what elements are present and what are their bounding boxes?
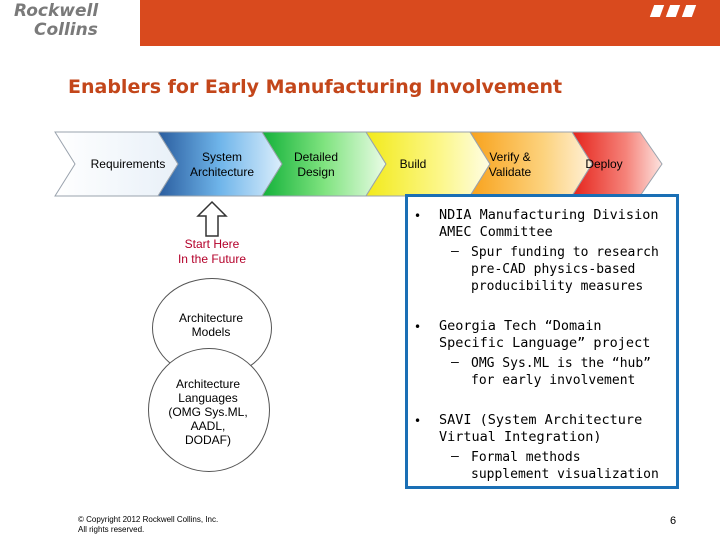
bullet-item-ndia: NDIA Manufacturing Division AMEC Committee [439, 207, 659, 240]
up-arrow-icon [196, 200, 228, 238]
bullet-item-savi: SAVI (System Architecture Virtual Integration) [439, 412, 643, 445]
step-label-build: Build [399, 157, 427, 171]
sub-item-ndia: Spur funding to research pre-CAD physics-based producibility measures [471, 245, 659, 294]
logo-line2: Collins [34, 20, 98, 40]
bullet-item-georgia-tech: Georgia Tech “Domain Specific Language” project [439, 318, 651, 351]
step-label-system-architecture: System Architecture [189, 150, 255, 179]
step-label-detailed-design: Detailed Design [293, 150, 339, 179]
dash-marker: – [451, 355, 459, 370]
step-label-requirements: Requirements [90, 157, 166, 171]
step-label-deploy: Deploy [585, 157, 623, 171]
dash-marker: – [451, 244, 459, 259]
bullet-marker: • [414, 320, 422, 334]
logo-line1: Rockwell [14, 1, 99, 21]
start-here-label: Start Here In the Future [177, 237, 247, 266]
sub-item-georgia-tech: OMG Sys.ML is the “hub” for early involvement [471, 356, 652, 388]
slide-title: Enablers for Early Manufacturing Involvement [68, 76, 563, 98]
architecture-models-label: Architecture Models [178, 311, 244, 339]
sub-item-savi: Formal methods supplement visualization [471, 450, 659, 482]
copyright-notice: © Copyright 2012 Rockwell Collins, Inc. All rights reserved. [78, 515, 219, 534]
step-label-verify-validate: Verify & Validate [488, 150, 532, 179]
architecture-languages-label: Architecture Languages (OMG Sys.ML, AADL, DODAF) [168, 377, 248, 447]
bullet-marker: • [414, 414, 422, 428]
bullet-marker: • [414, 209, 422, 223]
page-number: 6 [670, 515, 677, 527]
dash-marker: – [451, 449, 459, 464]
